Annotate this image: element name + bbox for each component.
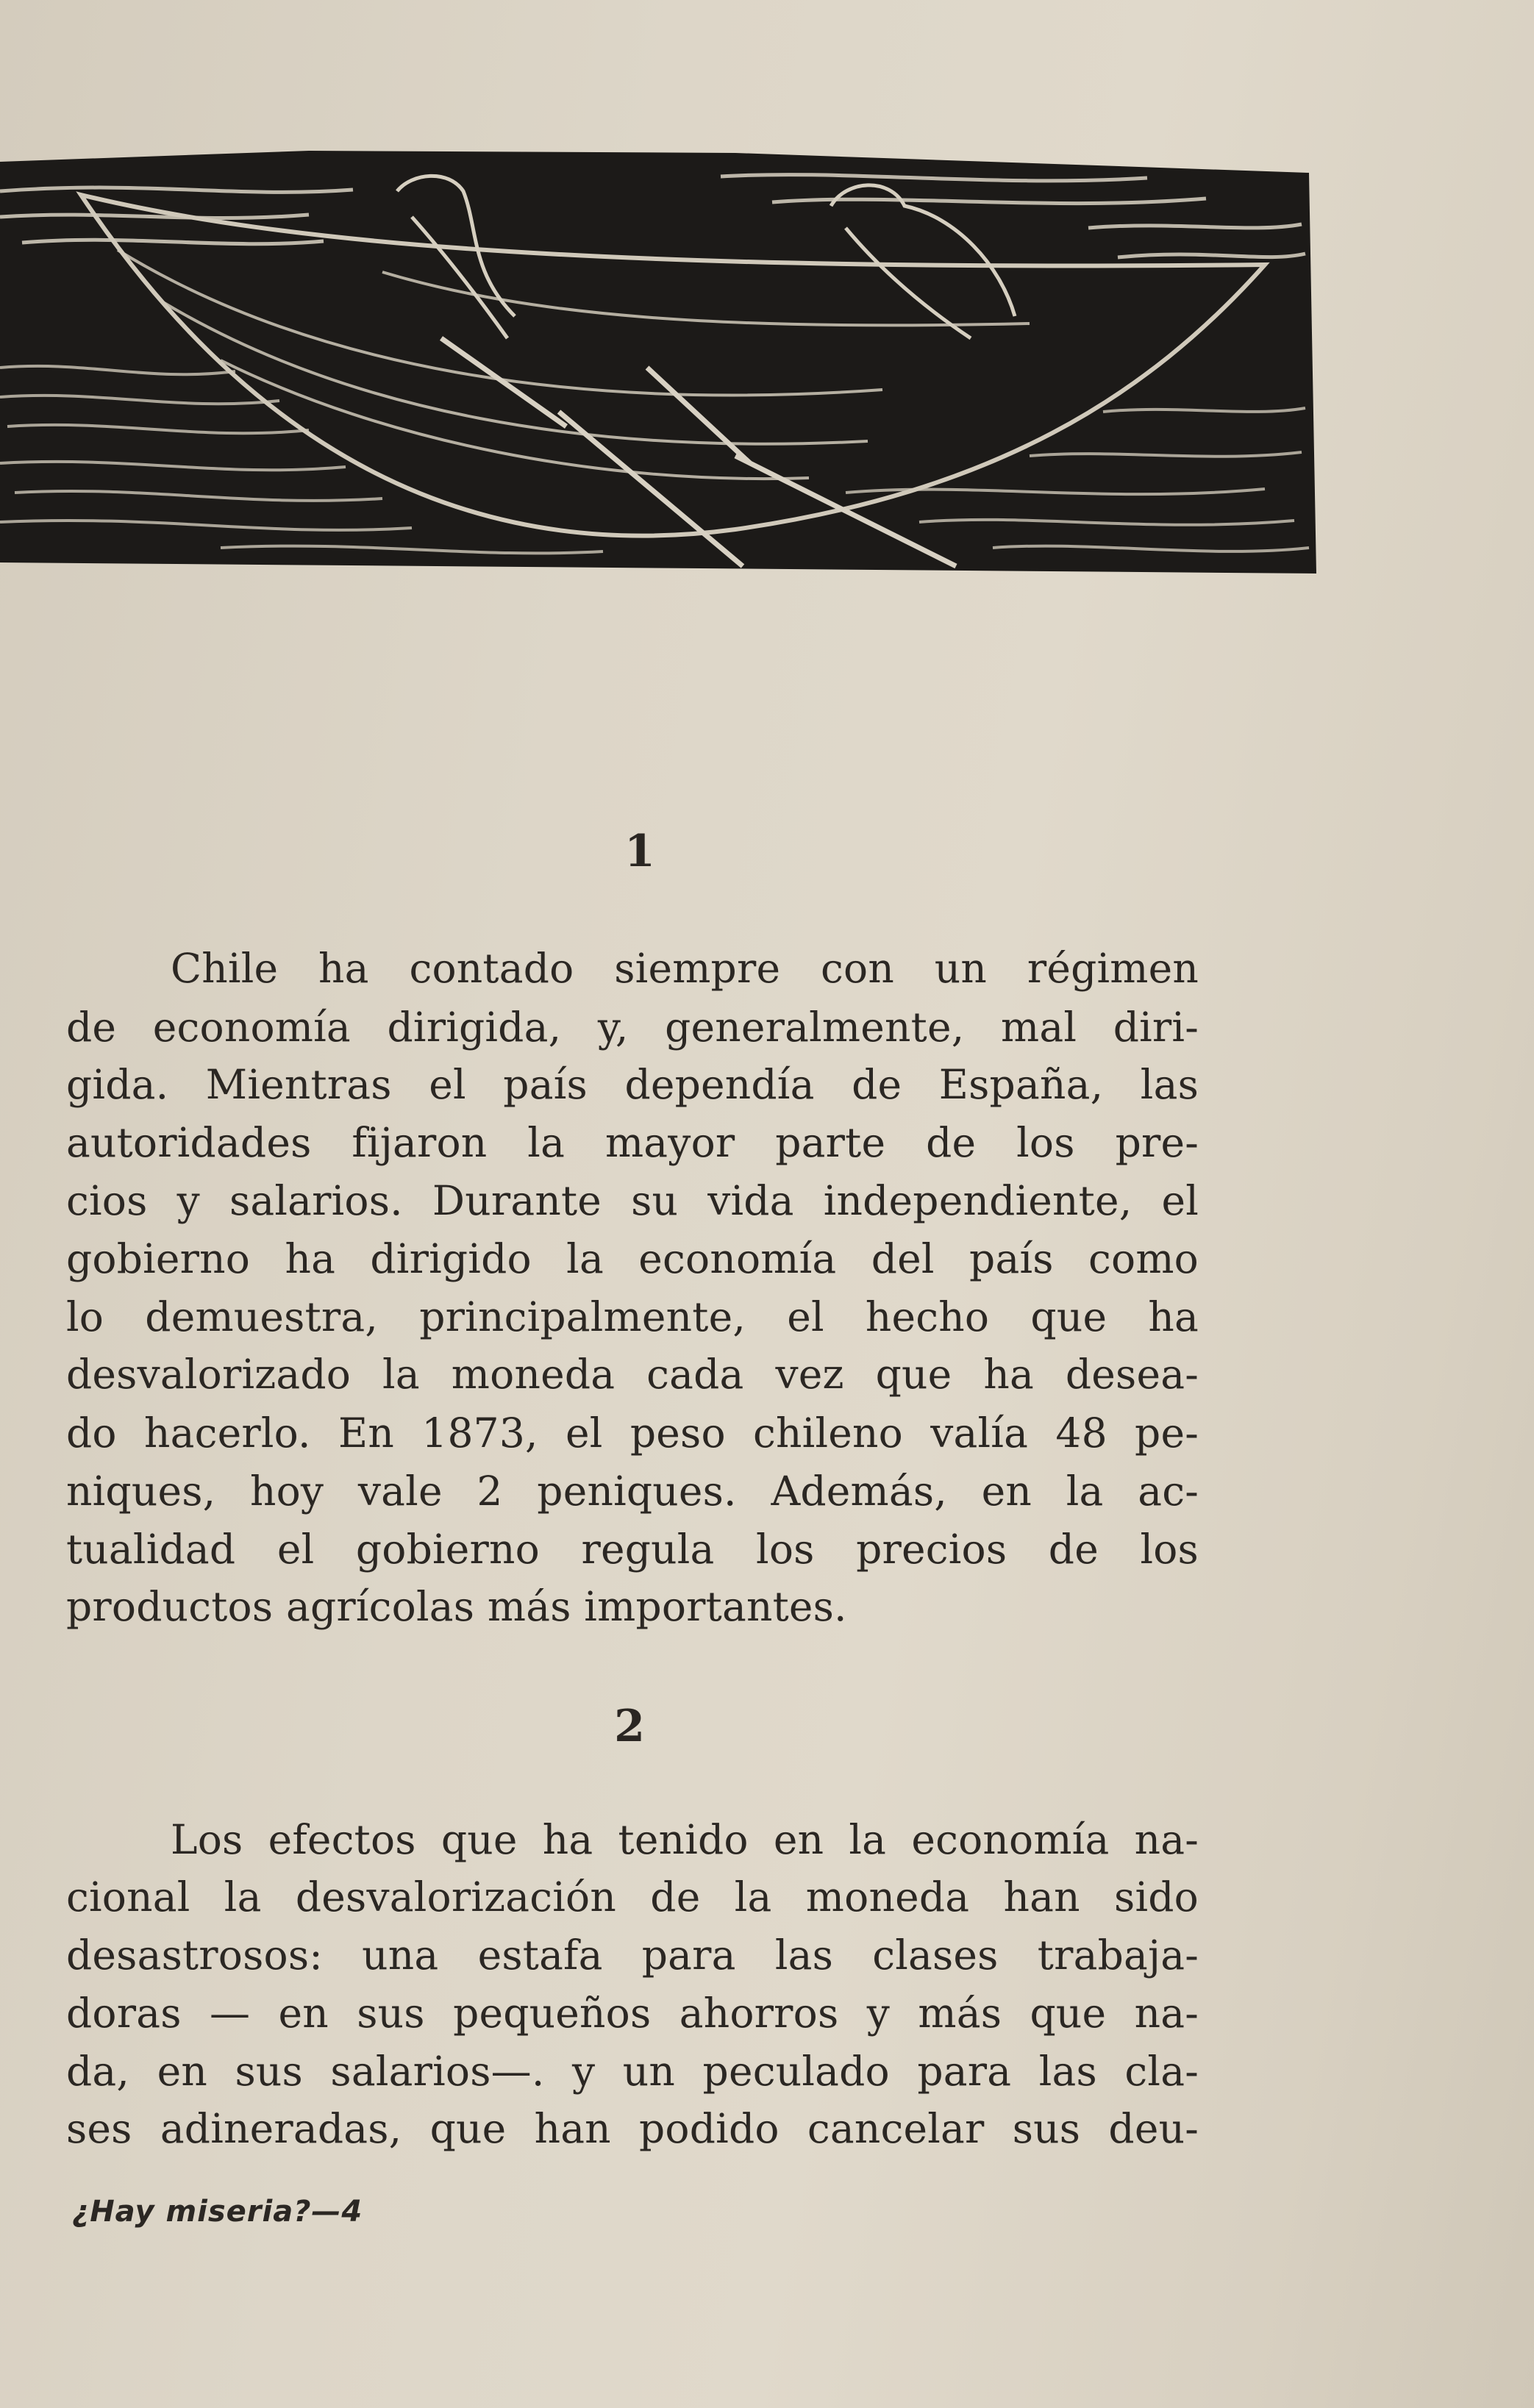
paragraph-2-line-1: Los efectos que ha tenido en la economía na- [171, 1816, 1199, 1863]
paragraph-2-line-3: desastrosos: una estafa para las clases trabaja- [66, 1932, 1199, 1979]
paragraph-1-line-1: Chile ha contado siempre con un régimen [171, 945, 1199, 992]
section-number-2: 2 [614, 1701, 645, 1752]
paragraph-2-line-2: cional la desvalorización de la moneda han sido [66, 1873, 1199, 1921]
paragraph-1-line-5: cios y salarios. Durante su vida independiente, el [66, 1177, 1199, 1224]
paragraph-2-line-5: da, en sus salarios—. y un peculado para las cla- [66, 2048, 1199, 2095]
paragraph-1-line-10: niques, hoy vale 2 peniques. Además, en la ac- [66, 1468, 1199, 1515]
paragraph-1-line-3: gida. Mientras el país dependía de España, las [66, 1061, 1199, 1108]
paragraph-2-line-6: ses adineradas, que han podido cancelar sus deu- [66, 2105, 1199, 2152]
woodcut-rowboat-illustration [0, 147, 1316, 574]
paragraph-1-line-4: autoridades fijaron la mayor parte de los pre- [66, 1119, 1199, 1166]
paragraph-1-line-11: tualidad el gobierno regula los precios de los [66, 1526, 1199, 1573]
paragraph-1-line-12: productos agrícolas más importantes. [66, 1583, 847, 1630]
section-number-1: 1 [624, 826, 655, 877]
paragraph-1-line-2: de economía dirigida, y, generalmente, mal diri- [66, 1004, 1199, 1051]
paragraph-1-line-8: desvalorizado la moneda cada vez que ha desea- [66, 1351, 1199, 1398]
paragraph-1-line-7: lo demuestra, principalmente, el hecho que ha [66, 1293, 1199, 1340]
page-footer-signature: ¿Hay miseria?—4 [72, 2195, 363, 2229]
paragraph-1-line-6: gobierno ha dirigido la economía del país como [66, 1235, 1199, 1282]
paragraph-2-line-4: doras — en sus pequeños ahorros y más que na- [66, 1990, 1199, 2037]
paragraph-1-line-9: do hacerlo. En 1873, el peso chileno valía 48 pe- [66, 1410, 1199, 1457]
